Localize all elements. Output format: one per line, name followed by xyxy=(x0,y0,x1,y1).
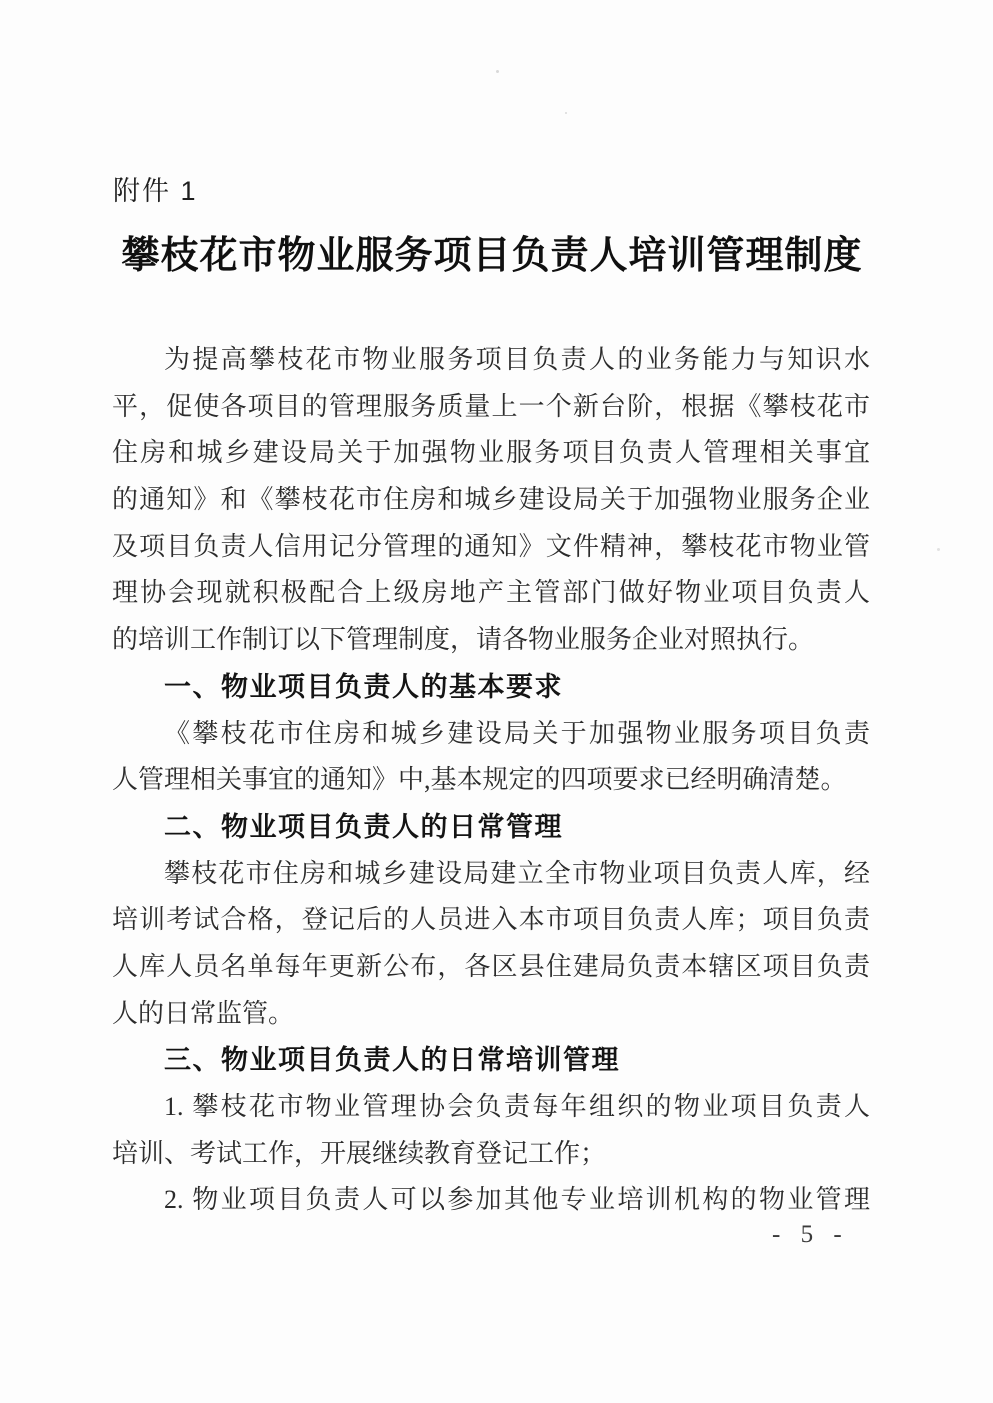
body-line: 人库人员名单每年更新公布，各区县住建局负责本辖区项目负责 xyxy=(112,951,870,981)
page-number: - 5 - xyxy=(772,1221,849,1248)
document-title: 攀枝花市物业服务项目负责人培训管理制度 xyxy=(121,235,863,277)
body-line: 平，促使各项目的管理服务质量上一个新台阶，根据《攀枝花市 xyxy=(112,391,870,421)
body-line: 及项目负责人信用记分管理的通知》文件精神，攀枝花市物业管 xyxy=(112,531,870,561)
document-body xyxy=(112,337,870,1224)
body-line: 的通知》和《攀枝花市住房和城乡建设局关于加强物业服务企业 xyxy=(112,485,870,515)
body-line: 攀枝花市住房和城乡建设局建立全市物业项目负责人库，经 xyxy=(164,858,870,888)
section-heading-2: 二、物业项目负责人的日常管理 xyxy=(164,811,563,842)
scan-speck xyxy=(496,70,499,73)
attachment-label: 附件 1 xyxy=(113,176,198,206)
body-line: 人的日常监管。 xyxy=(112,998,295,1028)
scan-speck xyxy=(937,548,940,551)
body-line: 的培训工作制订以下管理制度，请各物业服务企业对照执行。 xyxy=(112,625,815,655)
body-line: 培训、考试工作，开展继续教育登记工作； xyxy=(112,1138,607,1168)
section-heading-1: 一、物业项目负责人的基本要求 xyxy=(164,671,563,702)
section-heading-3: 三、物业项目负责人的日常培训管理 xyxy=(164,1045,620,1076)
body-line: 培训考试合格，登记后的人员进入本市项目负责人库；项目负责 xyxy=(112,905,870,935)
body-line: 住房和城乡建设局关于加强物业服务项目负责人管理相关事宜 xyxy=(112,438,870,468)
body-line: 《攀枝花市住房和城乡建设局关于加强物业服务项目负责 xyxy=(164,718,870,748)
body-line: 理协会现就积极配合上级房地产主管部门做好物业项目负责人 xyxy=(112,578,870,608)
scan-speck xyxy=(565,112,567,114)
body-line: 人管理相关事宜的通知》中,基本规定的四项要求已经明确清楚。 xyxy=(112,765,847,795)
body-line: 为提高攀枝花市物业服务项目负责人的业务能力与知识水 xyxy=(164,345,870,374)
body-line: 1. 攀枝花市物业管理协会负责每年组织的物业项目负责人 xyxy=(164,1092,870,1121)
body-line: 2. 物业项目负责人可以参加其他专业培训机构的物业管理 xyxy=(164,1185,870,1215)
